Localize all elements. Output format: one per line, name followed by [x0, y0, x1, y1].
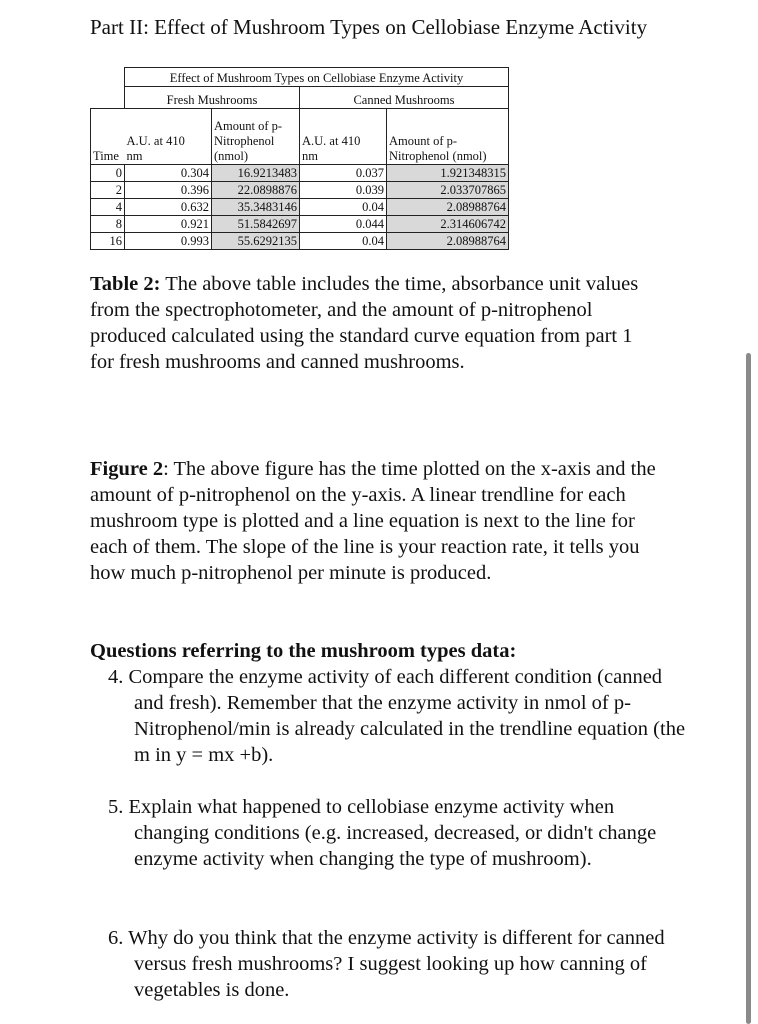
canned-amount-cell: 2.314606742 [387, 216, 509, 233]
canned-amount-cell: 2.033707865 [387, 182, 509, 199]
canned-amount-cell: 1.921348315 [387, 165, 509, 182]
fresh-au-cell: 0.921 [125, 216, 212, 233]
table-row [91, 199, 509, 216]
questions-heading: Questions referring to the mushroom types data: [90, 640, 517, 662]
canned-amount-header: Amount of p- Nitrophenol (nmol) [387, 109, 509, 165]
canned-amount-cell: 2.08988764 [387, 199, 509, 216]
table-row [91, 182, 509, 199]
fresh-amount-cell: 16.9213483 [212, 165, 300, 182]
part-title: Part II: Effect of Mushroom Types on Cellobiase Enzyme Activity [90, 15, 648, 39]
question-5: 5. Explain what happened to cellobiase enzyme activity when changing conditions (e.g. increased, decreased, or didn't change enzyme activity when changing the type of mushroom). [108, 796, 657, 870]
canned-au-header: A.U. at 410 nm [300, 109, 387, 165]
time-header: Time [91, 109, 125, 165]
vertical-scrollbar[interactable] [746, 353, 751, 1024]
fresh-amount-cell: 51.5842697 [212, 216, 300, 233]
fresh-au-cell: 0.632 [125, 199, 212, 216]
time-cell: 8 [91, 216, 125, 233]
fresh-group-header: Fresh Mushrooms [125, 87, 300, 109]
canned-au-cell: 0.04 [300, 233, 387, 250]
figure-caption-text: : The above figure has the time plotted on the x-axis and the amount of p-nitrophenol on the y-axis. A linear trendline for each mushroom type is plotted and a line equation is next to the line for each of them. The slope of the line is your reaction rate, it tells you how much p-nitrophenol per minute is produced. [90, 458, 656, 584]
table-title: Effect of Mushroom Types on Cellobiase Enzyme Activity [125, 68, 509, 87]
canned-group-header: Canned Mushrooms [300, 87, 509, 109]
canned-au-cell: 0.039 [300, 182, 387, 199]
time-cell: 4 [91, 199, 125, 216]
canned-au-cell: 0.044 [300, 216, 387, 233]
figure-caption-label: Figure 2 [90, 458, 164, 480]
table-caption-text: The above table includes the time, absorbance unit values from the spectrophotometer, and the amount of p-nitrophenol produced calculated using the standard curve equation from part 1 for fresh mushrooms and canned mushrooms. [90, 273, 639, 373]
canned-au-cell: 0.037 [300, 165, 387, 182]
fresh-au-cell: 0.304 [125, 165, 212, 182]
table-row [91, 165, 509, 182]
fresh-amount-cell: 22.0898876 [212, 182, 300, 199]
table-caption-label: Table 2: [90, 273, 161, 295]
table-row [91, 233, 509, 250]
fresh-amount-cell: 35.3483146 [212, 199, 300, 216]
fresh-au-cell: 0.396 [125, 182, 212, 199]
question-6: 6. Why do you think that the enzyme activity is different for canned versus fresh mushrooms? I suggest looking up how canning of vegetables is done. [108, 927, 665, 1001]
question-4: 4. Compare the enzyme activity of each different condition (canned and fresh). Remember that the enzyme activity in nmol of p-Nitrophenol/min is already calculated in the trendline equation (the m in y = mx +b). [108, 666, 686, 766]
mushroom-data-table [90, 67, 509, 250]
fresh-au-header: A.U. at 410 nm [125, 109, 212, 165]
canned-au-cell: 0.04 [300, 199, 387, 216]
fresh-amount-cell: 55.6292135 [212, 233, 300, 250]
time-cell: 0 [91, 165, 125, 182]
time-cell: 16 [91, 233, 125, 250]
table-caption [90, 271, 650, 375]
fresh-amount-header: Amount of p- Nitrophenol (nmol) [212, 109, 300, 165]
canned-amount-cell: 2.08988764 [387, 233, 509, 250]
figure-caption [90, 456, 675, 586]
table-row [91, 216, 509, 233]
time-cell: 2 [91, 182, 125, 199]
fresh-au-cell: 0.993 [125, 233, 212, 250]
